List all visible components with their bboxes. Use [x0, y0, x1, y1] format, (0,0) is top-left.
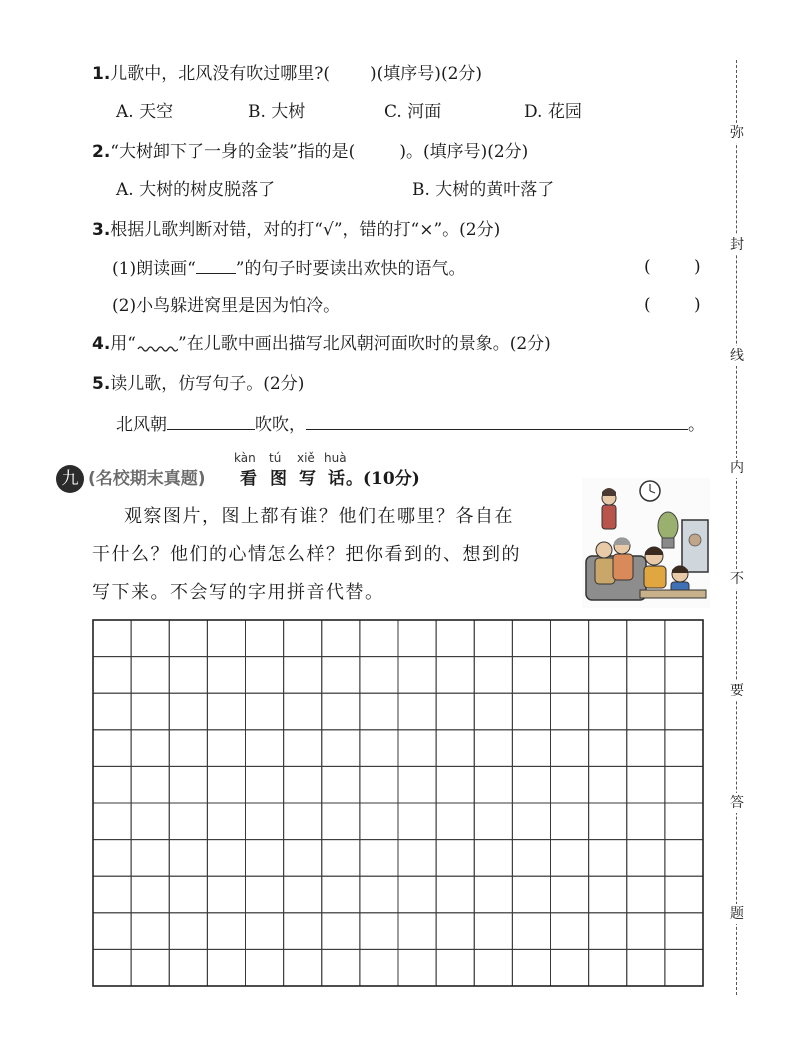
grid-cell[interactable]: [360, 803, 398, 840]
grid-cell[interactable]: [551, 840, 589, 877]
grid-cell[interactable]: [474, 840, 512, 877]
prompt-line-3: 写下来。不会写的字用拼音代替。: [92, 582, 385, 603]
question-suffix: )(填序号)(2分): [370, 64, 483, 84]
family-illustration: [582, 478, 710, 608]
wavy-line-mark: [136, 335, 178, 349]
grid-cell[interactable]: [207, 693, 245, 730]
grid-cell[interactable]: [398, 657, 436, 694]
grid-cell[interactable]: [207, 657, 245, 694]
question-text: “大树卸下了一身的金装”指的是(: [110, 142, 356, 162]
grid-cell[interactable]: [207, 803, 245, 840]
grid-cell[interactable]: [131, 876, 169, 913]
grid-cell[interactable]: [131, 766, 169, 803]
grid-cell[interactable]: [665, 913, 703, 950]
q3-item-1: [112, 257, 465, 280]
grid-cell[interactable]: [398, 766, 436, 803]
grid-cell[interactable]: [131, 657, 169, 694]
grid-cell[interactable]: [474, 876, 512, 913]
grid-cell[interactable]: [474, 657, 512, 694]
q3-item-1-open-paren: (: [644, 257, 651, 277]
grid-cell[interactable]: [665, 657, 703, 694]
grid-cell[interactable]: [627, 949, 665, 986]
grid-cell[interactable]: [551, 693, 589, 730]
question-number: 5.: [92, 374, 111, 394]
grid-cell[interactable]: [627, 693, 665, 730]
grid-cell[interactable]: [589, 657, 627, 694]
grid-cell[interactable]: [512, 693, 550, 730]
grid-cell[interactable]: [284, 840, 322, 877]
grid-cell[interactable]: [93, 766, 131, 803]
grid-cell[interactable]: [131, 693, 169, 730]
grid-cell[interactable]: [589, 620, 627, 657]
grid-cell[interactable]: [169, 693, 207, 730]
grid-cell[interactable]: [512, 840, 550, 877]
grid-cell[interactable]: [322, 620, 360, 657]
grid-cell[interactable]: [284, 876, 322, 913]
grid-cell[interactable]: [322, 949, 360, 986]
grid-cell[interactable]: [284, 766, 322, 803]
grid-cell[interactable]: [93, 876, 131, 913]
grid-cell[interactable]: [93, 803, 131, 840]
grid-cell[interactable]: [436, 913, 474, 950]
item-text-suffix: ”的句子时要读出欢快的语气。: [235, 259, 466, 279]
question-text: 用“: [110, 334, 136, 354]
margin-char: 答: [727, 793, 747, 813]
grid-cell[interactable]: [284, 913, 322, 950]
question-number: 1.: [92, 64, 111, 84]
margin-char: 弥: [727, 123, 747, 143]
grid-cell[interactable]: [207, 949, 245, 986]
grid-cell[interactable]: [627, 803, 665, 840]
grid-cell[interactable]: [207, 620, 245, 657]
pinyin: kàn: [234, 451, 256, 465]
grid-cell[interactable]: [322, 730, 360, 767]
grid-cell[interactable]: [665, 840, 703, 877]
grid-cell[interactable]: [284, 949, 322, 986]
question-5: [92, 373, 304, 395]
grid-cell[interactable]: [246, 876, 284, 913]
grid-cell[interactable]: [551, 657, 589, 694]
question-4: [92, 333, 551, 355]
grid-cell[interactable]: [169, 949, 207, 986]
grid-cell[interactable]: [551, 803, 589, 840]
grid-cell[interactable]: [627, 766, 665, 803]
grid-cell[interactable]: [436, 949, 474, 986]
grid-cell[interactable]: [246, 693, 284, 730]
grid-cell[interactable]: [169, 730, 207, 767]
grid-cell[interactable]: [169, 766, 207, 803]
grid-cell[interactable]: [246, 766, 284, 803]
margin-char: 线: [727, 346, 747, 366]
q1-option-b: B. 大树: [248, 102, 306, 122]
grid-cell[interactable]: [93, 949, 131, 986]
grid-cell[interactable]: [551, 949, 589, 986]
grid-cell[interactable]: [589, 949, 627, 986]
item-text: (2)小鸟躲进窝里是因为怕冷。: [112, 296, 341, 316]
grid-cell[interactable]: [284, 620, 322, 657]
grid-cell[interactable]: [284, 803, 322, 840]
grid-cell[interactable]: [398, 620, 436, 657]
grid-cell[interactable]: [398, 730, 436, 767]
grid-cell[interactable]: [207, 766, 245, 803]
grid-cell[interactable]: [131, 949, 169, 986]
q3-item-1-answer-box[interactable]: [660, 258, 690, 278]
q3-item-2-answer-box[interactable]: [660, 296, 690, 316]
pinyin: xiě: [297, 451, 315, 465]
grid-cell[interactable]: [436, 730, 474, 767]
question-text: 儿歌中，北风没有吹过哪里?(: [110, 64, 331, 84]
grid-cell[interactable]: [360, 657, 398, 694]
grid-cell[interactable]: [589, 766, 627, 803]
q1-option-a: A. 天空: [116, 102, 174, 122]
seal-dashed-line: [736, 60, 737, 995]
grid-cell[interactable]: [398, 693, 436, 730]
grid-cell[interactable]: [246, 620, 284, 657]
margin-char: 内: [727, 458, 747, 478]
grid-cell[interactable]: [284, 657, 322, 694]
grid-cell[interactable]: [436, 876, 474, 913]
grid-cell[interactable]: [131, 913, 169, 950]
grid-cell[interactable]: [665, 876, 703, 913]
grid-cell[interactable]: [665, 766, 703, 803]
grid-cell[interactable]: [474, 730, 512, 767]
grid-cell[interactable]: [360, 913, 398, 950]
grid-cell[interactable]: [93, 657, 131, 694]
grid-cell[interactable]: [551, 913, 589, 950]
grid-cell[interactable]: [398, 803, 436, 840]
grid-cell[interactable]: [627, 620, 665, 657]
grid-cell[interactable]: [551, 766, 589, 803]
grid-cell[interactable]: [474, 803, 512, 840]
grid-cell[interactable]: [665, 620, 703, 657]
q5-answer-line: [116, 413, 705, 436]
question-text-suffix: ”在儿歌中画出描写北风朝河面吹时的景象。(2分): [178, 334, 551, 354]
grid-cell[interactable]: [169, 840, 207, 877]
grid-cell[interactable]: [207, 840, 245, 877]
grid-cell[interactable]: [322, 766, 360, 803]
grid-cell[interactable]: [589, 803, 627, 840]
grid-cell[interactable]: [322, 657, 360, 694]
grid-cell[interactable]: [627, 657, 665, 694]
grid-cell[interactable]: [512, 949, 550, 986]
underline-sample: [196, 257, 236, 274]
grid-cell[interactable]: [436, 657, 474, 694]
grid-cell[interactable]: [512, 876, 550, 913]
grid-cell[interactable]: [93, 693, 131, 730]
question-number: 2.: [92, 142, 111, 162]
title-char: 看: [240, 469, 257, 489]
grid-cell[interactable]: [436, 803, 474, 840]
q3-item-2-close-paren: ): [694, 295, 701, 315]
grid-cell[interactable]: [246, 840, 284, 877]
margin-char: 封: [727, 235, 747, 255]
grid-cell[interactable]: [93, 913, 131, 950]
grid-cell[interactable]: [474, 693, 512, 730]
grid-cell[interactable]: [627, 913, 665, 950]
grid-cell[interactable]: [474, 620, 512, 657]
grid-cell[interactable]: [207, 730, 245, 767]
grid-cell[interactable]: [589, 840, 627, 877]
q3-item-2: [112, 295, 340, 317]
grid-cell[interactable]: [322, 803, 360, 840]
grid-cell[interactable]: [665, 730, 703, 767]
grid-cell[interactable]: [436, 840, 474, 877]
question-suffix: )。(填序号)(2分): [399, 142, 529, 162]
grid-cell[interactable]: [322, 876, 360, 913]
grid-cell[interactable]: [398, 840, 436, 877]
grid-cell[interactable]: [627, 876, 665, 913]
writing-grid[interactable]: [92, 619, 704, 987]
grid-cell[interactable]: [512, 803, 550, 840]
grid-cell[interactable]: [436, 620, 474, 657]
grid-cell[interactable]: [627, 840, 665, 877]
grid-cell[interactable]: [589, 876, 627, 913]
margin-char: 不: [727, 569, 747, 589]
question-2: [92, 141, 528, 163]
question-text: 根据儿歌判断对错，对的打“√”，错的打“×”。(2分): [110, 220, 501, 240]
q5-blank-2[interactable]: [306, 413, 688, 430]
line-end: 。: [688, 415, 705, 435]
grid-cell[interactable]: [93, 840, 131, 877]
section-tag: (名校期末真题): [88, 469, 206, 489]
grid-cell[interactable]: [436, 693, 474, 730]
q2-option-b: B. 大树的黄叶落了: [412, 180, 555, 200]
margin-char: 题: [727, 904, 747, 924]
prompt-line-1: 观察图片，图上都有谁？他们在哪里？各自在: [124, 506, 514, 527]
grid-cell[interactable]: [589, 693, 627, 730]
grid-cell[interactable]: [246, 913, 284, 950]
grid-cell[interactable]: [512, 620, 550, 657]
grid-cell[interactable]: [627, 730, 665, 767]
title-char: 写: [299, 469, 316, 489]
grid-cell[interactable]: [398, 949, 436, 986]
question-number: 3.: [92, 220, 111, 240]
grid-cell[interactable]: [551, 876, 589, 913]
grid-cell[interactable]: [169, 620, 207, 657]
grid-cell[interactable]: [512, 730, 550, 767]
grid-cell[interactable]: [169, 876, 207, 913]
grid-cell[interactable]: [474, 949, 512, 986]
title-score: 。(10分): [346, 469, 420, 489]
question-1: [92, 63, 482, 85]
grid-cell[interactable]: [512, 766, 550, 803]
grid-cell[interactable]: [398, 876, 436, 913]
grid-cell[interactable]: [131, 840, 169, 877]
q5-blank-1[interactable]: [167, 413, 255, 430]
q2-option-a: A. 大树的树皮脱落了: [116, 180, 276, 200]
grid-cell[interactable]: [665, 693, 703, 730]
grid-cell[interactable]: [246, 949, 284, 986]
grid-cell[interactable]: [665, 949, 703, 986]
grid-cell[interactable]: [360, 876, 398, 913]
line-text: 北风朝: [116, 415, 167, 435]
grid-cell[interactable]: [246, 657, 284, 694]
grid-cell[interactable]: [474, 913, 512, 950]
grid-cell[interactable]: [131, 803, 169, 840]
grid-cell[interactable]: [93, 620, 131, 657]
grid-cell[interactable]: [360, 949, 398, 986]
question-number: 4.: [92, 334, 111, 354]
grid-cell[interactable]: [512, 913, 550, 950]
grid-cell[interactable]: [131, 620, 169, 657]
grid-cell[interactable]: [360, 730, 398, 767]
grid-cell[interactable]: [512, 657, 550, 694]
q3-item-1-close-paren: ): [694, 257, 701, 277]
grid-cell[interactable]: [551, 730, 589, 767]
grid-cell[interactable]: [246, 730, 284, 767]
grid-cell[interactable]: [169, 913, 207, 950]
margin-char: 要: [727, 681, 747, 701]
grid-cell[interactable]: [131, 730, 169, 767]
grid-cell[interactable]: [551, 620, 589, 657]
title-char: 话: [328, 469, 345, 489]
pinyin: tú: [269, 451, 282, 465]
item-text: (1)朗读画“: [112, 259, 196, 279]
grid-cell[interactable]: [589, 913, 627, 950]
section-title: [88, 468, 206, 490]
line-text: 吹吹，: [255, 415, 306, 435]
q3-item-2-open-paren: (: [644, 295, 651, 315]
grid-cell[interactable]: [322, 840, 360, 877]
grid-cell[interactable]: [207, 876, 245, 913]
section-badge: 九: [56, 465, 84, 493]
grid-cell[interactable]: [284, 693, 322, 730]
grid-cell[interactable]: [589, 730, 627, 767]
prompt-line-2: 干什么？他们的心情怎么样？把你看到的、想到的: [92, 544, 521, 565]
grid-cell[interactable]: [93, 730, 131, 767]
q1-option-c: C. 河面: [384, 102, 442, 122]
grid-cell[interactable]: [322, 693, 360, 730]
grid-cell[interactable]: [284, 730, 322, 767]
grid-cell[interactable]: [360, 620, 398, 657]
grid-cell[interactable]: [665, 803, 703, 840]
q1-option-d: D. 花园: [524, 102, 582, 122]
grid-cell[interactable]: [207, 913, 245, 950]
grid-cell[interactable]: [436, 766, 474, 803]
grid-cell[interactable]: [360, 766, 398, 803]
grid-cell[interactable]: [246, 803, 284, 840]
question-text: 读儿歌，仿写句子。(2分): [110, 374, 305, 394]
grid-cell[interactable]: [360, 693, 398, 730]
grid-cell[interactable]: [474, 766, 512, 803]
grid-cell[interactable]: [322, 913, 360, 950]
grid-cell[interactable]: [398, 913, 436, 950]
grid-cell[interactable]: [360, 840, 398, 877]
question-3: [92, 219, 500, 241]
pinyin: huà: [324, 451, 347, 465]
grid-cell[interactable]: [169, 803, 207, 840]
title-char: 图: [270, 469, 287, 489]
grid-cell[interactable]: [169, 657, 207, 694]
